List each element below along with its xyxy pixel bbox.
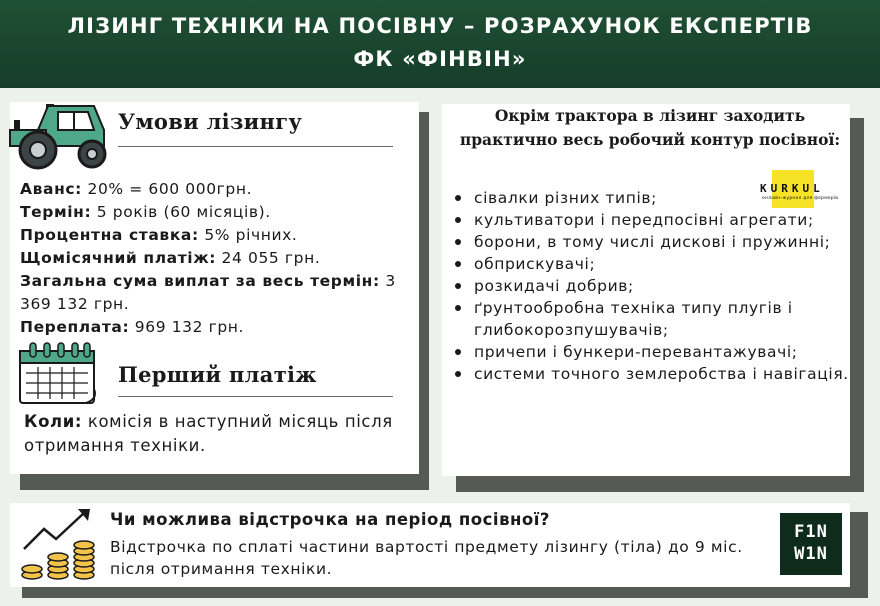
title-line-2: ФК «ФІНВІН» (353, 47, 527, 71)
list-item: обприскувачі; (452, 253, 850, 275)
finwin-logo (780, 513, 842, 575)
first-payment-text: Коли: комісія в наступний місяць після отримання техніки. (24, 412, 393, 455)
term-monthly-payment: Щомісячний платіж: 24 055 грн. (20, 249, 321, 267)
list-item: системи точного землеробства і навігація. (452, 363, 850, 385)
coins-growth-icon (18, 505, 104, 581)
finwin-logo-line-2: W1N (794, 544, 828, 564)
term-duration: Термін: 5 років (60 місяців). (20, 203, 271, 221)
lease-terms-title: Умови лізингу (118, 109, 303, 134)
list-item: ґрунтообробна техніка типу плугів і глибокорозпушувачів; (452, 297, 850, 341)
list-item: розкидачі добрив; (452, 275, 850, 297)
header-banner (0, 0, 880, 88)
lease-terms-list (20, 178, 400, 339)
lease-terms-divider (118, 146, 393, 147)
list-item: культиватори і передпосівні агрегати; (452, 209, 850, 231)
kurkul-logo-word: KURKUL (760, 182, 824, 195)
title-line-1: ЛІЗИНГ ТЕХНІКИ НА ПОСІВНУ – РОЗРАХУНОК ЕКСПЕРТІВ (67, 14, 813, 38)
first-payment-title: Перший платіж (118, 362, 317, 387)
term-total-payments: Загальна сума виплат за весь термін: 3 369 132 грн. (20, 272, 396, 313)
list-item: борони, в тому числі дискові і пружинні; (452, 231, 850, 253)
finwin-logo-line-1: F1N (794, 522, 828, 542)
term-interest-rate: Процентна ставка: 5% річних. (20, 226, 298, 244)
kurkul-logo-subtitle: онлайн-журнал для фермерів (762, 196, 839, 201)
term-advance: Аванс: 20% = 600 000грн. (20, 180, 253, 198)
list-item: сівалки різних типів; (452, 187, 850, 209)
deferral-question: Чи можлива відстрочка на період посівної? (110, 510, 550, 529)
term-overpayment: Переплата: 969 132 грн. (20, 318, 245, 336)
equipment-title: Окрім трактора в лізинг заходить практично весь робочий контур посівної: (459, 106, 841, 149)
calendar-icon (16, 341, 102, 407)
tractor-icon (8, 100, 112, 172)
first-payment-divider (118, 396, 393, 397)
page-title (10, 10, 870, 76)
list-item: причепи і бункери-перевантажувачі; (452, 341, 850, 363)
equipment-list (452, 187, 850, 385)
deferral-answer: Відстрочка по сплаті частини вартості предмету лізингу (тіла) до 9 міс. після отримання техніки. (110, 538, 743, 578)
